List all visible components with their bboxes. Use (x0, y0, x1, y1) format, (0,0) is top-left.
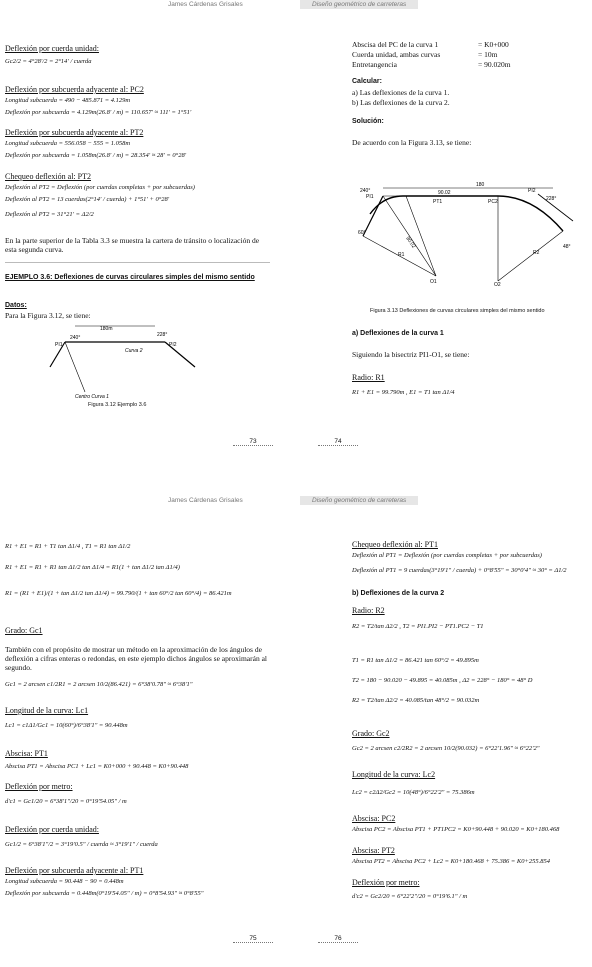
header-author: James Cárdenas Grisales (168, 1, 243, 8)
paragraph: También con el propósito de mostrar un método en la aproximación de los ángulos de deflexión a cifras enteras o redondas, en este ejemplo dichos ángulos se aproximarán al segundo. (5, 645, 267, 672)
fig-label-curva2: Curva 2 (125, 348, 143, 354)
fig-label-48: 48° (563, 244, 571, 250)
figure-caption: Figura 3.12 Ejemplo 3.6 (88, 402, 147, 408)
fig-label-o1: O1 (430, 279, 437, 285)
equation: Lc2 = c2Δ2/Gc2 = 10(48°)/6°22'2" = 75.386m (352, 789, 475, 796)
calc-item: b) Las deflexiones de la curva 2. (352, 98, 450, 107)
fig-label-240: 240° (70, 335, 81, 341)
fig-label-pi2: PI2 (169, 342, 177, 348)
figure-3-13 (358, 176, 580, 286)
section-heading: Deflexión por metro: (5, 782, 73, 791)
section-heading: Abscisa: PT2 (352, 846, 395, 855)
equation: Longitud subcuerda = 556.058 − 555 = 1.058m (5, 140, 131, 147)
section-heading: b) Deflexiones de la curva 2 (352, 590, 445, 597)
data-label: Abscisa del PC de la curva 1 (352, 40, 439, 49)
page-number: 74 (318, 438, 358, 446)
equation: Deflexión por subcuerda = 4.129m(26.8' / m) = 110.657' ≈ 111' = 1°51' (5, 109, 192, 116)
fig-label-r2: R2 (533, 250, 540, 256)
data-value: = 10m (478, 50, 498, 59)
equation: R1 + E1 = R1 + T1 tan Δ1/4 , T1 = R1 tan Δ1/2 (5, 543, 131, 550)
fig-label-180: 180 (476, 182, 485, 188)
paragraph: En la parte superior de la Tabla 3.3 se muestra la cartera de tránsito o localización de esta segunda curva. (5, 236, 260, 254)
fig-label-distance: 90.02 (404, 235, 417, 250)
equation: Abscisa PT2 = Abscisa PC2 + Lc2 = K0+180.468 + 75.386 = K0+255.854 (352, 858, 550, 865)
equation: R1 + E1 = R1 + R1 tan Δ1/2 tan Δ1/4 = R1(1 + tan Δ1/2 tan Δ1/4) (5, 564, 180, 571)
datos-label: Datos: (5, 302, 27, 309)
section-heading: Deflexión por subcuerda adyacente al: PT2 (5, 128, 144, 137)
equation: T1 = R1 tan Δ1/2 = 86.421 tan 60°/2 = 49.895m (352, 657, 479, 664)
data-label: Cuerda unidad, ambas curvas (352, 50, 441, 59)
equation: Deflexión al PT2 = Deflexión (por cuerdas completas + por subcuerdas) (5, 184, 195, 191)
fig-label-180: 180m (100, 326, 113, 332)
equation: Gc2/2 = 4°28'/2 = 2°14' / cuerda (5, 58, 92, 65)
equation: Deflexión al PT1 = 9 cuerdas(3°19'1" / cuerda) + 0°8'55" = 30°0'4" ≈ 30° = Δ1/2 (352, 567, 567, 574)
fig-label-pc2: PC2 (488, 199, 498, 205)
figure-3-12 (45, 322, 215, 402)
fig-label-o2: O2 (494, 282, 501, 286)
equation: R1 + E1 = 99.790m , E1 = T1 tan Δ1/4 (352, 389, 455, 396)
section-heading: Deflexión por subcuerda adyacente al: PT1 (5, 866, 144, 875)
section-heading: Deflexión por cuerda unidad: (5, 44, 99, 53)
fig-label-r1: R1 (398, 252, 405, 258)
fig-label-pt1: PT1 (433, 199, 443, 205)
section-heading: Chequeo deflexión al: PT1 (352, 540, 438, 549)
equation: R1 = (R1 + E1)/(1 + tan Δ1/2 tan Δ1/4) = 99.790/(1 + tan 60°/2 tan 60°/4) = 86.421m (5, 590, 232, 597)
fig-label-228: 228° (546, 196, 557, 202)
fig-label-60: 60° (358, 230, 366, 236)
page-number: 75 (233, 935, 273, 943)
data-value: = 90.020m (478, 60, 511, 69)
divider (5, 262, 270, 263)
section-heading: Grado: Gc1 (5, 626, 43, 635)
equation: Abscisa PT1 = Abscisa PC1 + Lc1 = K0+000 + 90.448 = K0+90.448 (5, 763, 189, 770)
fig-label-curva1: Centro Curva 1 (75, 394, 109, 400)
fig-label-pi1: PI1 (366, 194, 374, 200)
equation: Longitud subcuerda = 90.448 − 90 = 0.448m (5, 878, 124, 885)
header-book-title: Diseño geométrico de carreteras (300, 496, 418, 505)
section-heading: Longitud de la curva: Lc1 (5, 706, 89, 715)
calc-item: a) Las deflexiones de la curva 1. (352, 88, 450, 97)
section-heading: Deflexión por subcuerda adyacente al: PC2 (5, 85, 144, 94)
paragraph: Para la Figura 3.12, se tiene: (5, 311, 91, 320)
page-header-bottom (0, 496, 592, 508)
equation: Longitud subcuerda = 490 − 485.871 = 4.129m (5, 97, 131, 104)
paragraph: De acuerdo con la Figura 3.13, se tiene: (352, 138, 472, 147)
solution-label: Solución: (352, 118, 384, 125)
fig-label-9002: 90.02 (438, 190, 451, 196)
header-book-title: Diseño geométrico de carreteras (300, 0, 418, 9)
fig-label-228: 228° (157, 332, 168, 338)
equation: Abscisa PC2 = Abscisa PT1 + PT1PC2 = K0+90.448 + 90.020 = K0+180.468 (352, 826, 560, 833)
header-author: James Cárdenas Grisales (168, 497, 243, 504)
fig-label-240: 240° (360, 188, 371, 194)
equation: Gc1/2 = 6°38'1"/2 = 3°19'0.5" / cuerda ≈ 3°19'1" / cuerda (5, 841, 158, 848)
example-heading: EJEMPLO 3.6: Deflexiones de curvas circulares simples del mismo sentido (5, 274, 255, 281)
page-header-top (0, 0, 592, 12)
section-heading: a) Deflexiones de la curva 1 (352, 330, 444, 337)
section-heading: Grado: Gc2 (352, 729, 390, 738)
section-heading: Chequeo deflexión al: PT2 (5, 172, 91, 181)
equation: d'c1 = Gc1/20 = 6°38'1"/20 = 0°19'54.05" / m (5, 798, 127, 805)
figure-caption: Figura 3.13 Deflexiones de curvas circulares simples del mismo sentido (370, 308, 545, 314)
equation: R2 = T2/tan Δ2/2 = 40.085/tan 48°/2 = 90.032m (352, 697, 480, 704)
equation: d'c2 = Gc2/20 = 6°22'2"/20 = 0°19'6.1" / m (352, 893, 468, 900)
section-heading: Radio: R1 (352, 373, 385, 382)
equation: Deflexión por subcuerda = 1.058m(26.8' / m) = 28.354' ≈ 28' = 0°28' (5, 152, 187, 159)
equation: Deflexión al PT2 = 31°21' = Δ2/2 (5, 211, 94, 218)
section-heading: Longitud de la curva: Lc2 (352, 770, 436, 779)
section-heading: Abscisa: PT1 (5, 749, 48, 758)
section-heading: Deflexión por cuerda unidad: (5, 825, 99, 834)
fig-label-pi2: PI2 (528, 188, 536, 194)
equation: T2 = 180 − 90.020 − 49.895 = 40.085m , Δ2 = 228° − 180° = 48° D (352, 677, 533, 684)
equation: R2 = T2/tan Δ2/2 , T2 = PI1.PI2 − PT1.PC2 − T1 (352, 623, 484, 630)
equation: Deflexión por subcuerda = 0.448m(0°19'54.05" / m) = 0°8'54.93" ≈ 0°8'55" (5, 890, 204, 897)
fig-label-pi1: PI1 (55, 342, 63, 348)
section-heading: Deflexión por metro: (352, 878, 420, 887)
section-heading: Radio: R2 (352, 606, 385, 615)
equation: Deflexión al PT1 = Deflexión (por cuerdas completas + por subcuerdas) (352, 552, 542, 559)
equation: Lc1 = c1Δ1/Gc1 = 10(60°)/6°38'1" = 90.448m (5, 722, 128, 729)
equation: Gc1 = 2 arcsen c1/2R1 = 2 arcsen 10/2(86.421) = 6°38'0.78" ≈ 6°38'1" (5, 681, 193, 688)
data-value: = K0+000 (478, 40, 509, 49)
equation: Deflexión al PT2 = 13 cuerdas(2°14' / cuerda) + 1°51' + 0°28' (5, 196, 170, 203)
page-number: 73 (233, 438, 273, 446)
section-heading: Abscisa: PC2 (352, 814, 396, 823)
calc-label: Calcular: (352, 78, 382, 85)
paragraph: Siguiendo la bisectriz PI1-O1, se tiene: (352, 350, 470, 359)
equation: Gc2 = 2 arcsen c2/2R2 = 2 arcsen 10/2(90.032) = 6°22'1.96" ≈ 6°22'2" (352, 745, 540, 752)
data-label: Entretangencia (352, 60, 397, 69)
page-number: 76 (318, 935, 358, 943)
